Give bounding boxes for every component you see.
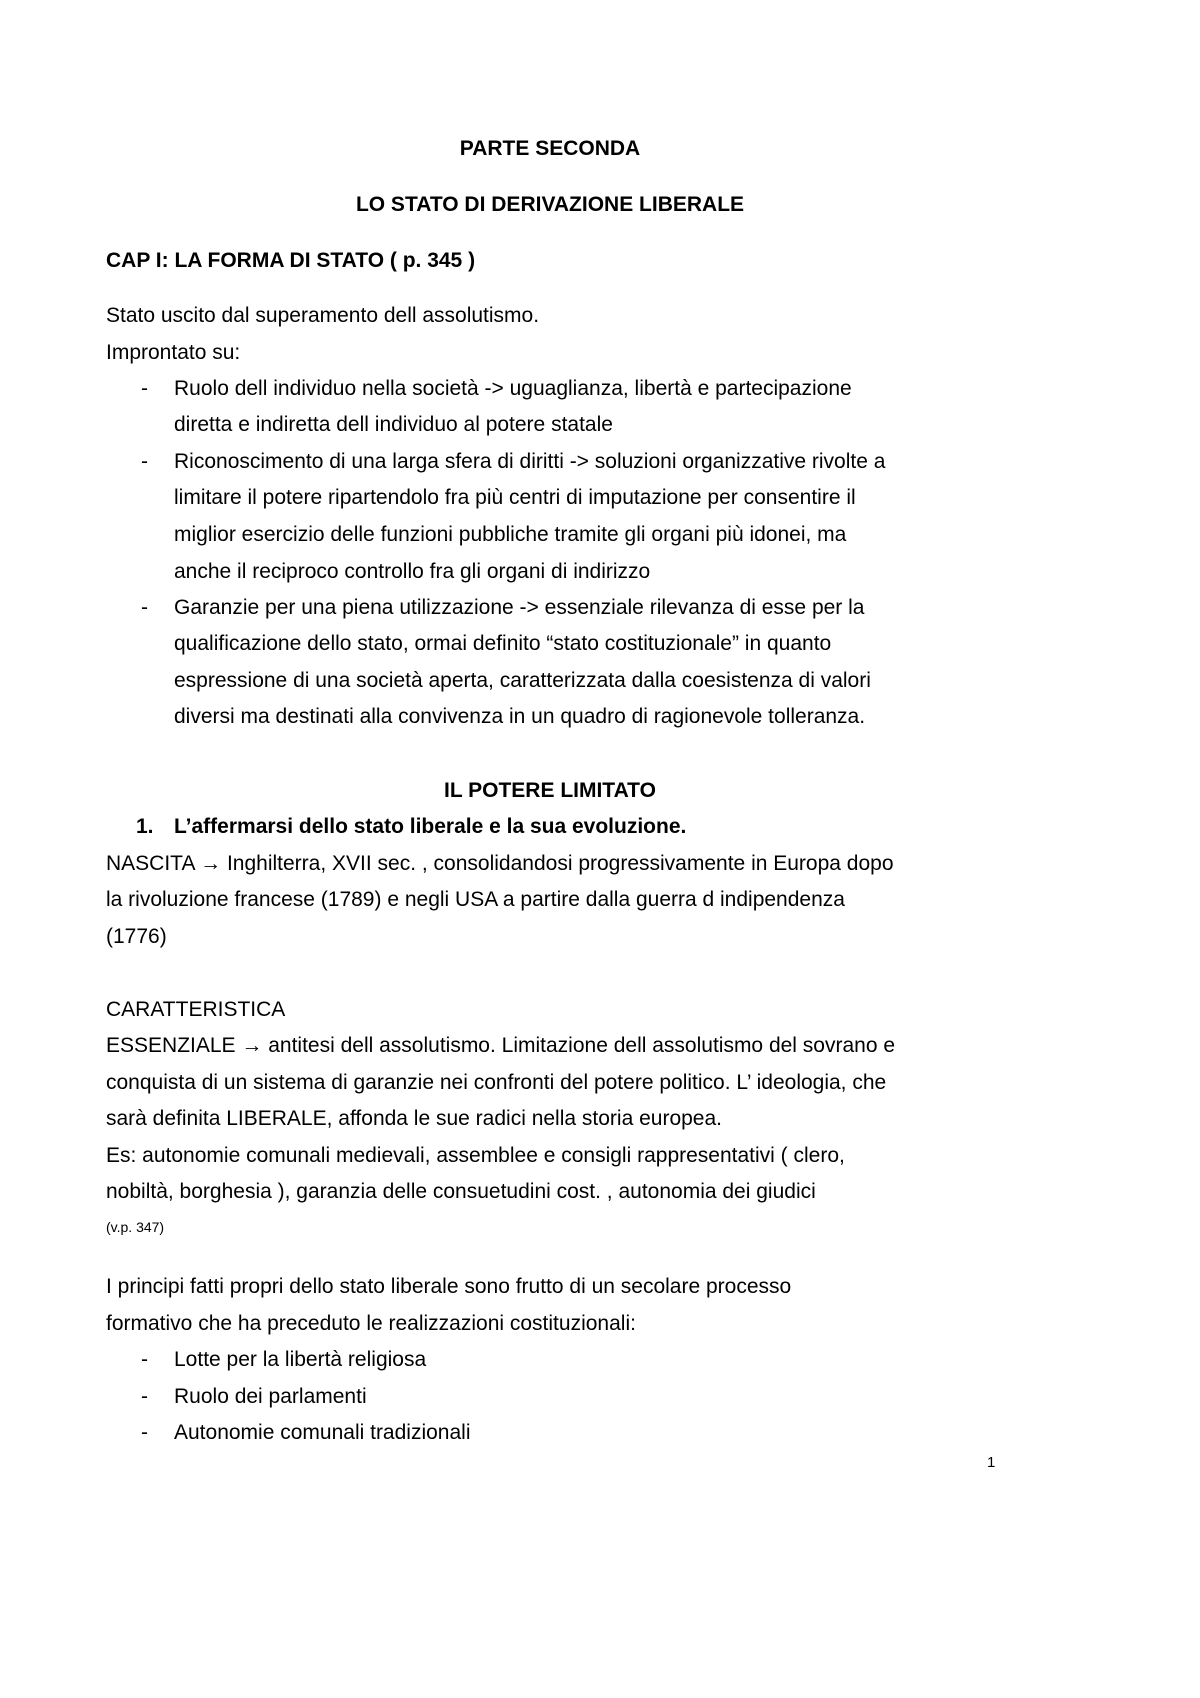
list-item-text: Riconoscimento di una larga sfera di diritti -> soluzioni organizzative rivolte a	[174, 450, 886, 473]
paragraph-line: conquista di un sistema di garanzie nei confronti del potere politico. L’ ideologia, che	[106, 1071, 887, 1094]
paragraph-line: nobiltà, borghesia ), garanzia delle consuetudini cost. , autonomia dei giudici	[106, 1180, 816, 1203]
paragraph-line: formativo che ha preceduto le realizzazioni costituzionali:	[106, 1312, 636, 1335]
section-heading: IL POTERE LIMITATO	[444, 779, 656, 802]
bullet-dash: -	[141, 1385, 148, 1408]
document-title: PARTE SECONDA	[459, 137, 641, 160]
bullet-dash: -	[141, 1421, 148, 1444]
list-item-text: Lotte per la libertà religiosa	[174, 1348, 427, 1371]
list-item-text: anche il reciproco controllo fra gli organi di indirizzo	[174, 560, 651, 583]
bullet-dash: -	[141, 450, 148, 473]
list-item-text: Garanzie per una piena utilizzazione -> essenziale rilevanza di esse per la	[174, 596, 865, 619]
paragraph-line: NASCITA → Inghilterra, XVII sec. , consolidandosi progressivamente in Europa dopo	[106, 852, 894, 875]
intro-line: Improntato su:	[106, 341, 241, 364]
list-item-text: Ruolo dell individuo nella società -> uguaglianza, libertà e partecipazione	[174, 377, 852, 400]
bullet-dash: -	[141, 1348, 148, 1371]
list-item-text: espressione di una società aperta, caratterizzata dalla coesistenza di valori	[174, 669, 871, 692]
paragraph-line: (1776)	[106, 925, 167, 948]
paragraph-line: CARATTERISTICA	[106, 998, 286, 1021]
paragraph-line: Es: autonomie comunali medievali, assemblee e consigli rappresentativi ( clero,	[106, 1144, 845, 1167]
bullet-dash: -	[141, 377, 148, 400]
list-item-text: limitare il potere ripartendolo fra più centri di imputazione per consentire il	[174, 486, 856, 509]
list-item-text: Ruolo dei parlamenti	[174, 1385, 367, 1408]
reference-note: (v.p. 347)	[106, 1219, 165, 1235]
list-item-text: qualificazione dello stato, ormai definito “stato costituzionale” in quanto	[174, 632, 832, 655]
intro-line: Stato uscito dal superamento dell assolutismo.	[106, 304, 540, 327]
list-item-text: diversi ma destinati alla convivenza in un quadro di ragionevole tolleranza.	[174, 705, 866, 728]
heading-text: L’affermarsi dello stato liberale e la sua evoluzione.	[174, 815, 687, 838]
document-subtitle: LO STATO DI DERIVAZIONE LIBERALE	[355, 193, 745, 216]
bullet-dash: -	[141, 596, 148, 619]
paragraph-line: ESSENZIALE → antitesi dell assolutismo. Limitazione dell assolutismo del sovrano e	[106, 1034, 896, 1057]
list-item-text: diretta e indiretta dell individuo al potere statale	[174, 413, 613, 436]
chapter-heading: CAP I: LA FORMA DI STATO ( p. 345 )	[106, 249, 476, 272]
paragraph-line: sarà definita LIBERALE, affonda le sue radici nella storia europea.	[106, 1107, 722, 1130]
list-item-text: Autonomie comunali tradizionali	[174, 1421, 471, 1444]
page-number: 1	[987, 1454, 996, 1471]
heading-number: 1.	[136, 815, 154, 838]
paragraph-line: I principi fatti propri dello stato liberale sono frutto di un secolare processo	[106, 1275, 792, 1298]
list-item-text: miglior esercizio delle funzioni pubbliche tramite gli organi più idonei, ma	[174, 523, 847, 546]
paragraph-line: la rivoluzione francese (1789) e negli USA a partire dalla guerra d indipendenza	[106, 888, 845, 911]
